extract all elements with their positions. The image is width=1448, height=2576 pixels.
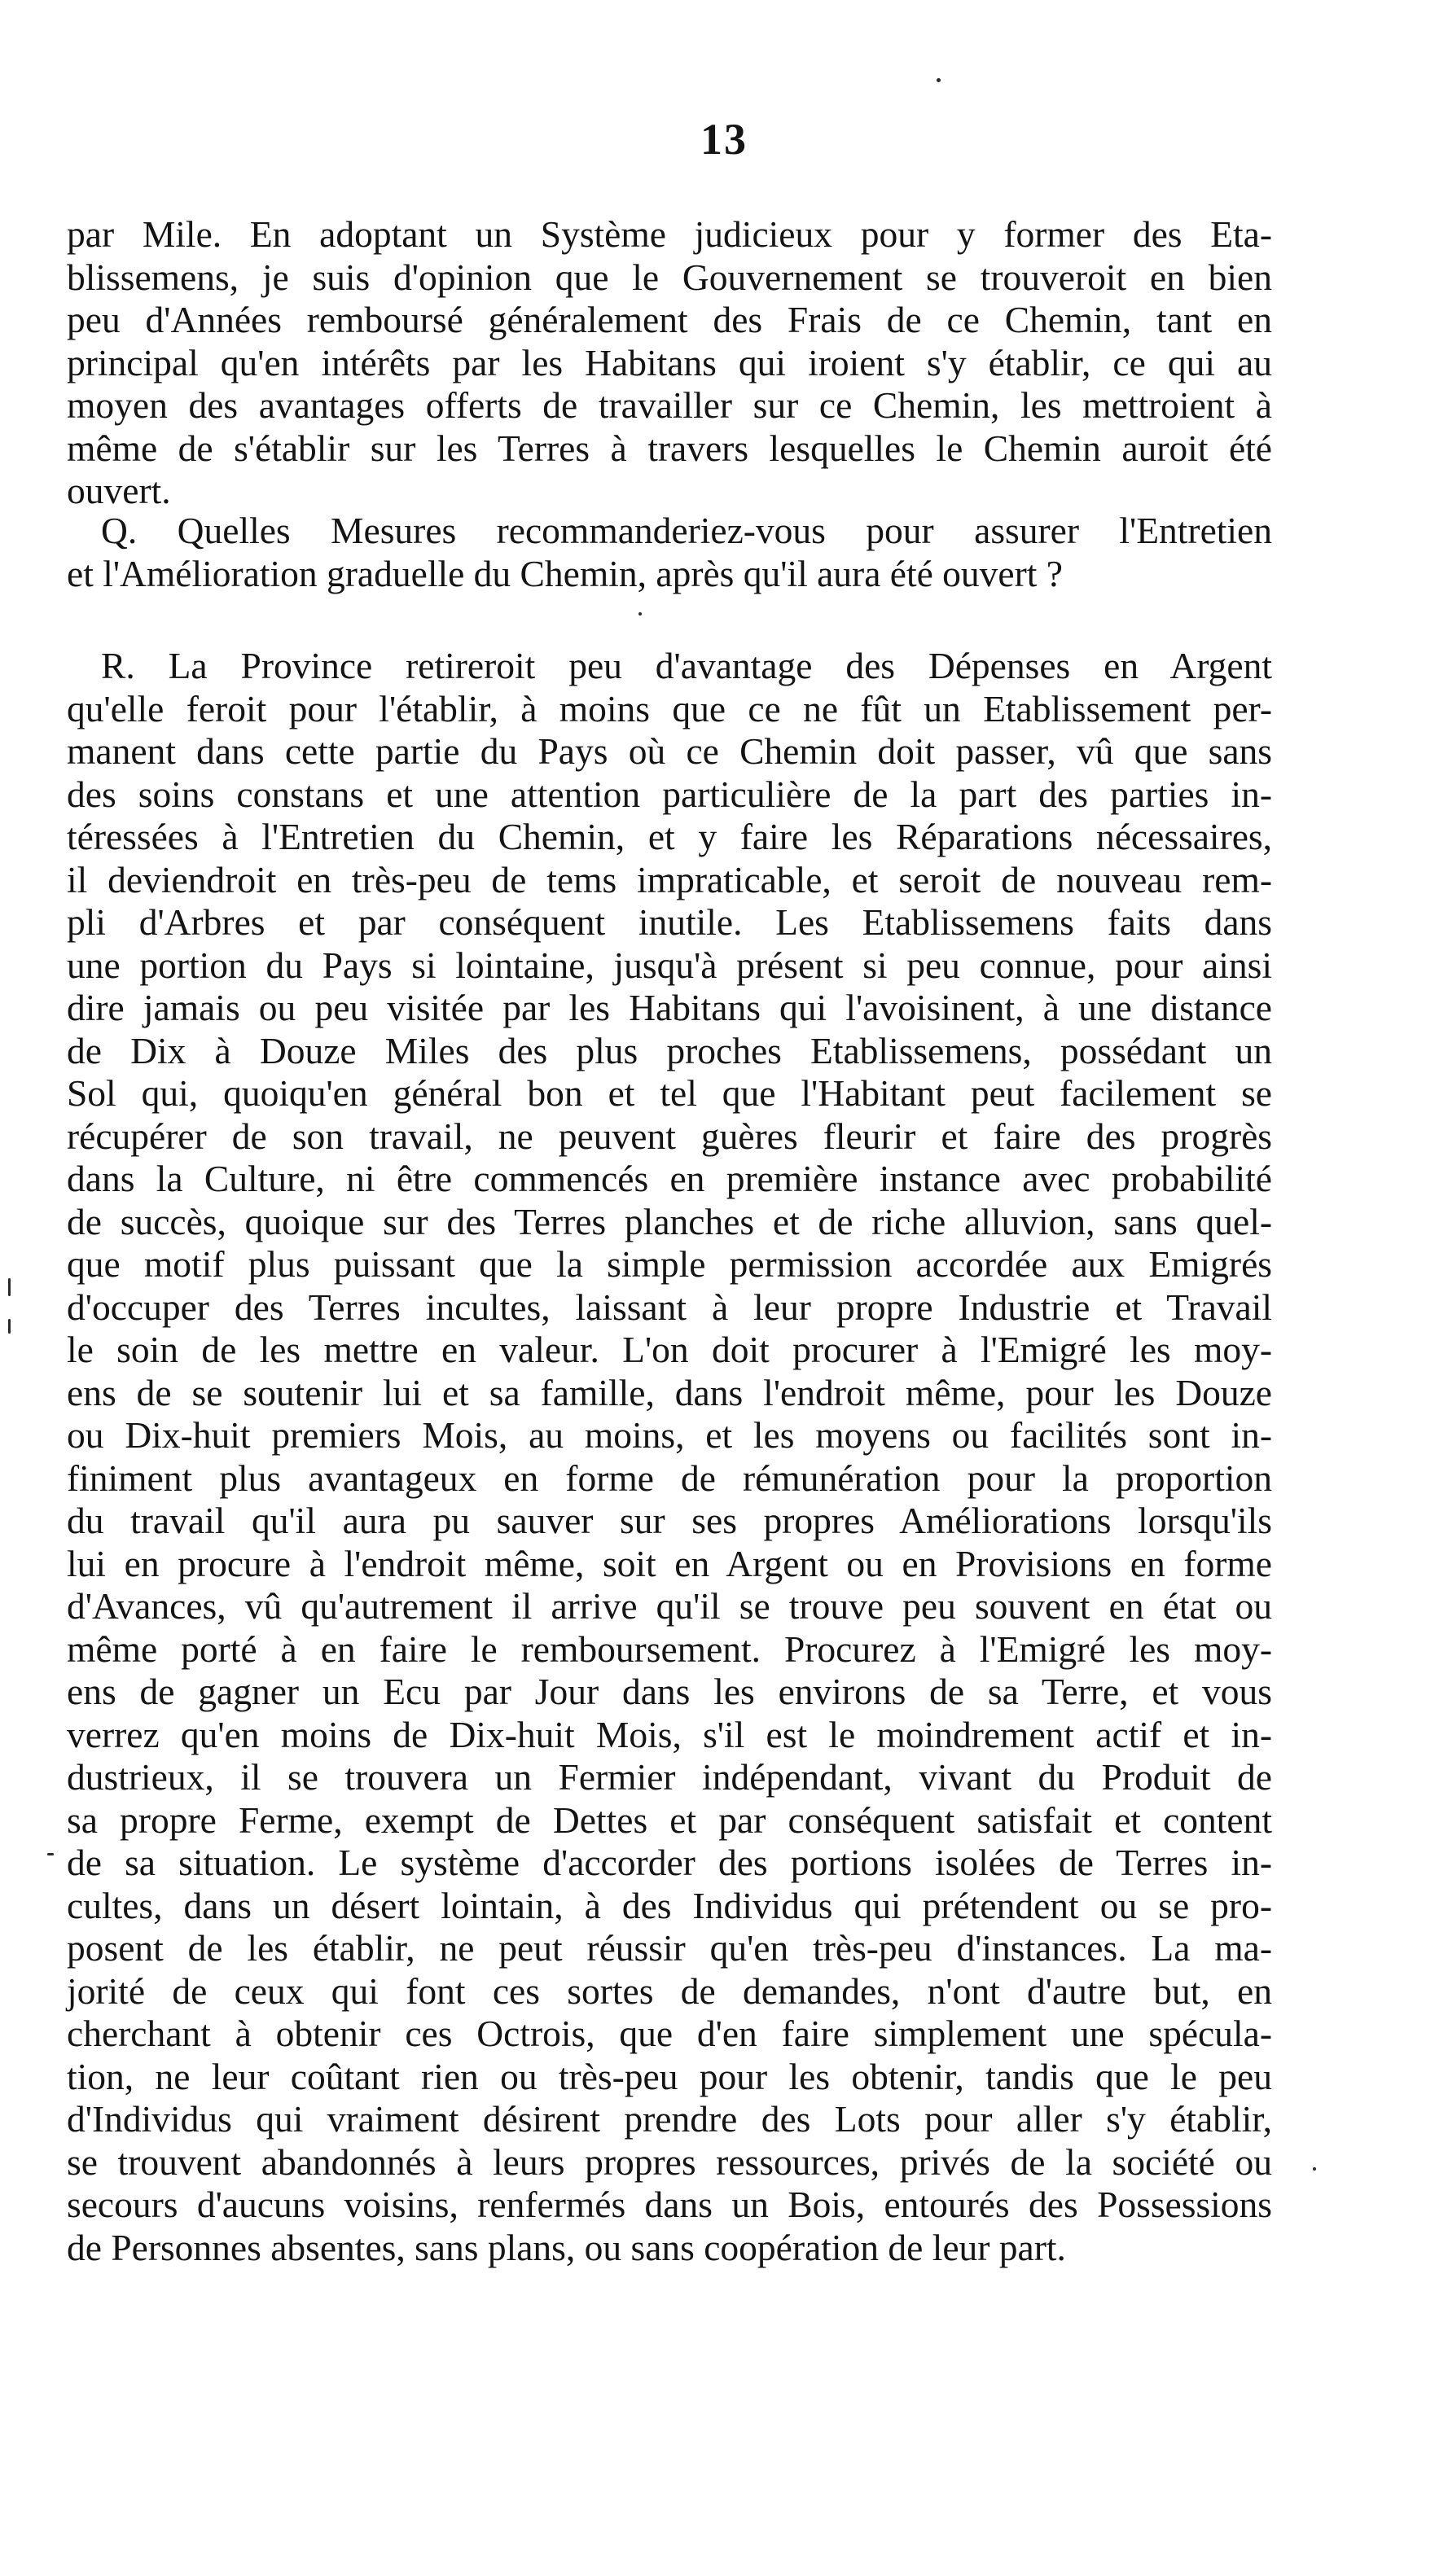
text-line: d'Avances, vû qu'autrement il arrive qu'il se trouve peu souvent en état ou <box>67 1585 1272 1627</box>
text-line: par Mile. En adoptant un Système judicieux pour y former des Eta- <box>67 213 1272 255</box>
text-line: des soins constans et une attention particulière de la part des parties in- <box>67 773 1272 815</box>
text-line: se trouvent abandonnés à leurs propres ressources, privés de la société ou <box>67 2140 1272 2183</box>
ink-speck <box>47 1853 54 1855</box>
text-line: il deviendroit en très-peu de tems impraticable, et seroit de nouveau rem- <box>67 858 1272 900</box>
text-line: Sol qui, quoiqu'en général bon et tel que l'Habitant peut facilement se <box>67 1072 1272 1114</box>
text-line: tion, ne leur coûtant rien ou très-peu pour les obtenir, tandis que le peu <box>67 2055 1272 2097</box>
text-line: le soin de les mettre en valeur. L'on doit procurer à l'Emigré les moy- <box>67 1329 1272 1370</box>
text-line: de sa situation. Le système d'accorder des portions isolées de Terres in- <box>67 1842 1272 1883</box>
text-line: dire jamais ou peu visitée par les Habitans qui l'avoisinent, à une distance <box>67 987 1272 1028</box>
text-line: manent dans cette partie du Pays où ce Chemin doit passer, vû que sans <box>67 730 1272 772</box>
text-line: verrez qu'en moins de Dix-huit Mois, s'il est le moindrement actif et in- <box>67 1713 1272 1755</box>
text-line: de Dix à Douze Miles des plus proches Etablissemens, possédant un <box>67 1029 1272 1071</box>
text-line: récupérer de son travail, ne peuvent guères fleurir et faire des progrès <box>67 1115 1272 1157</box>
ink-speck <box>8 1278 11 1296</box>
text-line: lui en procure à l'endroit même, soit en Argent ou en Provisions en forme <box>67 1542 1272 1584</box>
text-line: une portion du Pays si lointaine, jusqu'à présent si peu connue, pour ainsi <box>67 944 1272 986</box>
text-line: du travail qu'il aura pu sauver sur ses propres Améliorations lorsqu'ils <box>67 1500 1272 1541</box>
text-line: finiment plus avantageux en forme de rémunération pour la proportion <box>67 1457 1272 1499</box>
text-line: jorité de ceux qui font ces sortes de demandes, n'ont d'autre but, en <box>67 1969 1272 2012</box>
text-line: sa propre Ferme, exempt de Dettes et par conséquent satisfait et content <box>67 1798 1272 1841</box>
text-line: secours d'aucuns voisins, renfermés dans un Bois, entourés des Possessions <box>67 2184 1272 2225</box>
text-line: qu'elle feroit pour l'établir, à moins que ce ne fût un Etablissement per- <box>67 687 1272 729</box>
text-line: cherchant à obtenir ces Octrois, que d'en faire simplement une spécula- <box>67 2013 1272 2054</box>
text-line: Q. Quelles Mesures recommanderiez-vous pour assurer l'Entretien <box>101 510 1272 551</box>
paragraph-answer <box>67 645 1272 2269</box>
text-line: ou Dix-huit premiers Mois, au moins, et les moyens ou facilités sont in- <box>67 1414 1272 1456</box>
text-line: et l'Amélioration graduelle du Chemin, après qu'il aura été ouvert ? <box>67 552 1063 594</box>
text-line: de succès, quoique sur des Terres planches et de riche alluvion, sans quel- <box>67 1200 1272 1242</box>
text-line: d'Individus qui vraiment désirent prendre des Lots pour aller s'y établir, <box>67 2098 1272 2140</box>
text-line: ens de se soutenir lui et sa famille, dans l'endroit même, pour les Douze <box>67 1371 1272 1413</box>
text-line: de Personnes absentes, sans plans, ou sans coopération de leur part. <box>67 2226 1066 2268</box>
text-line: cultes, dans un désert lointain, à des Individus qui prétendent ou se pro- <box>67 1884 1272 1926</box>
text-line: dustrieux, il se trouvera un Fermier indépendant, vivant du Produit de <box>67 1756 1272 1798</box>
text-line: blissemens, je suis d'opinion que le Gouvernement se trouveroit en bien <box>67 256 1272 298</box>
text-line: ouvert. <box>67 470 171 511</box>
text-line: posent de les établir, ne peut réussir qu'en très-peu d'instances. La ma- <box>67 1927 1272 1969</box>
text-line: ens de gagner un Ecu par Jour dans les environs de sa Terre, et vous <box>67 1671 1272 1712</box>
text-line: moyen des avantages offerts de travailler sur ce Chemin, les mettroient à <box>67 384 1272 426</box>
paragraph-continuation <box>67 213 1272 513</box>
text-line: même porté à en faire le remboursement. Procurez à l'Emigré les moy- <box>67 1628 1272 1670</box>
text-line: même de s'établir sur les Terres à travers lesquelles le Chemin auroit été <box>67 427 1272 469</box>
ink-speck <box>8 1319 11 1334</box>
ink-speck <box>1313 2167 1316 2171</box>
paragraph-question <box>67 510 1272 595</box>
text-line: d'occuper des Terres incultes, laissant à leur propre Industrie et Travail <box>67 1286 1272 1328</box>
page-number: 13 <box>700 115 748 164</box>
ink-speck <box>937 78 941 82</box>
text-line: peu d'Années remboursé généralement des Frais de ce Chemin, tant en <box>67 299 1272 340</box>
text-line: que motif plus puissant que la simple permission accordée aux Emigrés <box>67 1243 1272 1285</box>
ink-speck <box>638 612 642 616</box>
text-line: R. La Province retireroit peu d'avantage des Dépenses en Argent <box>101 645 1272 686</box>
text-line: principal qu'en intérêts par les Habitans qui iroient s'y établir, ce qui au <box>67 341 1272 383</box>
text-line: dans la Culture, ni être commencés en première instance avec probabilité <box>67 1158 1272 1199</box>
text-line: téressées à l'Entretien du Chemin, et y faire les Réparations nécessaires, <box>67 816 1272 857</box>
text-line: pli d'Arbres et par conséquent inutile. Les Etablissemens faits dans <box>67 901 1272 943</box>
